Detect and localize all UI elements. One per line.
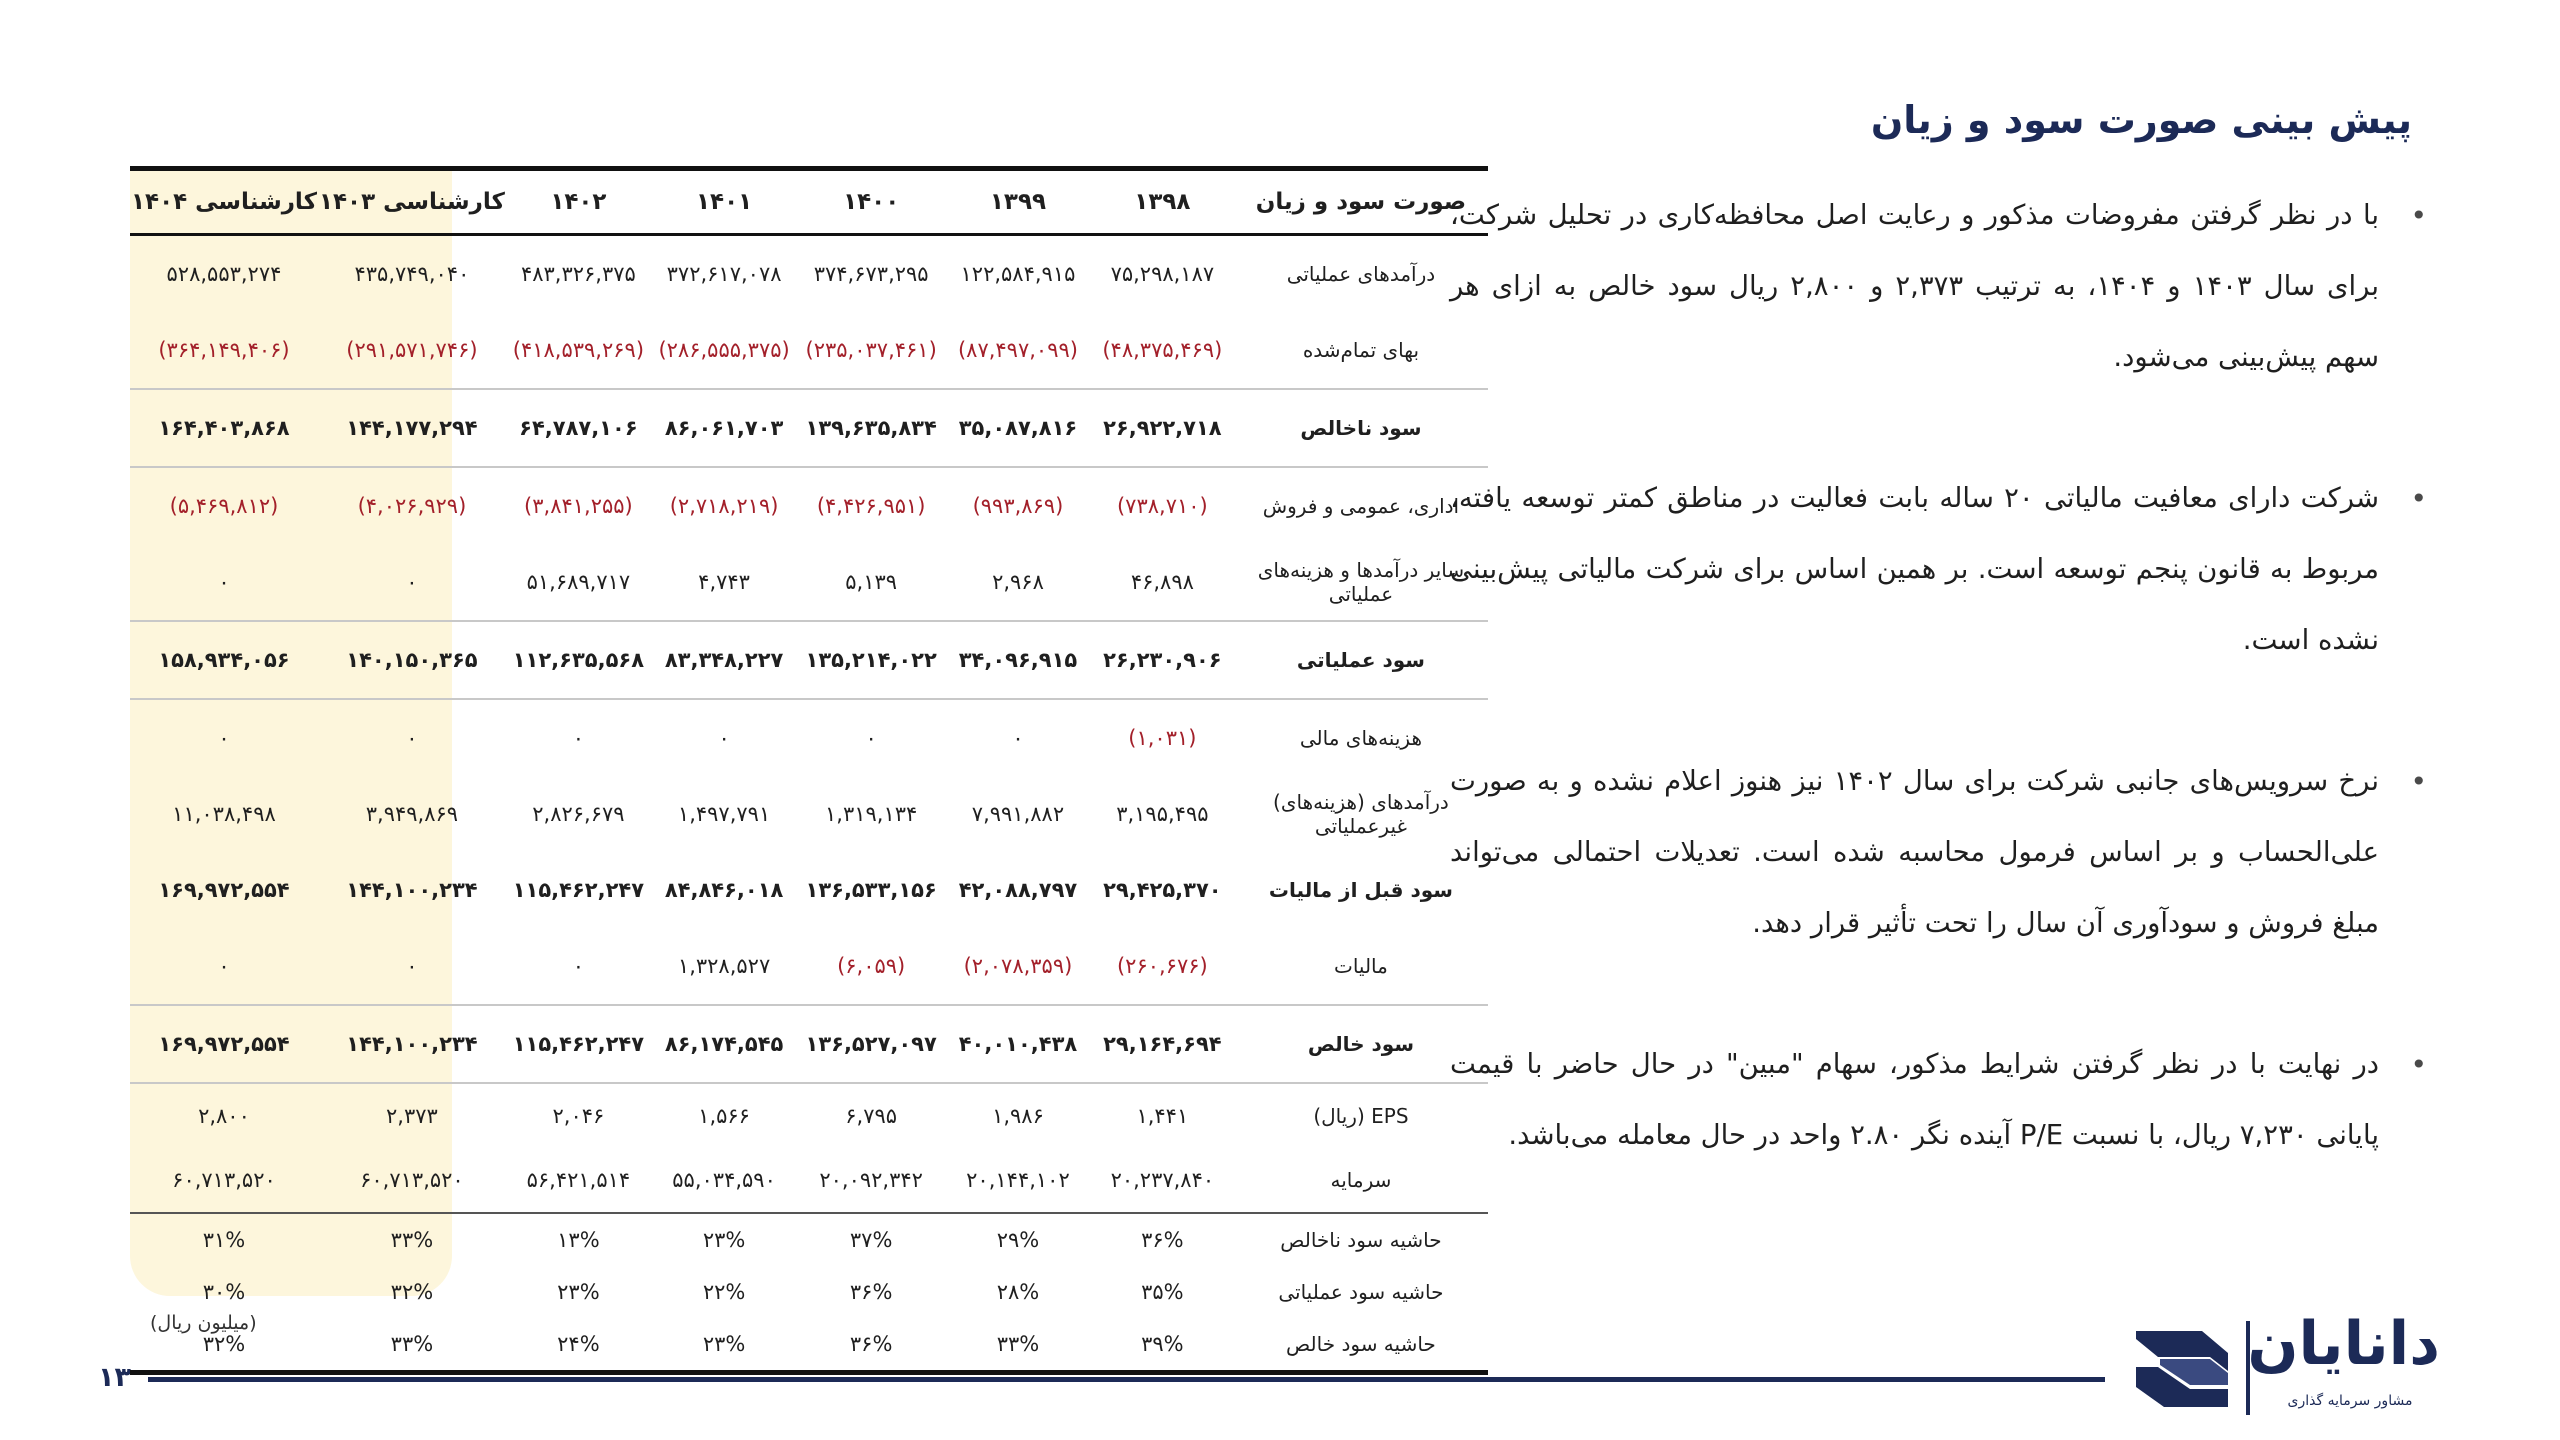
row-label: حاشیه سود عملیاتی	[1278, 1280, 1444, 1304]
table-cell: ۱۱,۰۳۸,۴۹۸	[172, 802, 276, 826]
table-cell: ۴۰,۰۱۰,۴۳۸	[945, 1005, 1091, 1083]
row-label: EPS (ریال)	[1313, 1104, 1409, 1128]
table-cell: ۲۶,۹۲۲,۷۱۸	[1091, 389, 1234, 467]
table-cell: (۳۶۴,۱۴۹,۴۰۶)	[130, 312, 318, 389]
row-label: درآمدهای عملیاتی	[1286, 262, 1436, 286]
table-row	[130, 235, 1488, 313]
row-label: سود ناخالص	[1234, 389, 1488, 467]
table-cell: ۳۳%	[390, 1332, 434, 1356]
bullet-item	[1450, 1029, 2427, 1171]
income-statement-table	[130, 166, 1488, 1375]
bullet-item	[1450, 746, 2427, 959]
table-row	[130, 699, 1488, 776]
table-cell: (۲۸۶,۵۵۵,۳۷۵)	[651, 312, 797, 389]
table-cell: ۳,۱۹۵,۴۹۵	[1116, 802, 1209, 826]
header-1399: ۱۳۹۹	[945, 169, 1091, 235]
table-cell: ۳۶%	[849, 1280, 893, 1304]
table-cell: ۱,۴۹۷,۷۹۱	[677, 802, 771, 826]
table-cell: ۰	[1012, 726, 1024, 750]
table-cell: ۱۲۲,۵۸۴,۹۱۵	[960, 262, 1076, 286]
table-cell: ۱۶۴,۴۰۳,۸۶۸	[130, 389, 318, 467]
bullet-dot-icon: •	[2410, 1048, 2427, 1081]
table-cell: ۲۹%	[996, 1228, 1040, 1252]
table-cell: (۴۸,۳۷۵,۴۶۹)	[1091, 312, 1234, 389]
table-row	[130, 1083, 1488, 1148]
table-cell: ۸۶,۰۶۱,۷۰۳	[651, 389, 797, 467]
header-label: صورت سود و زیان	[1234, 169, 1488, 235]
table-row	[130, 1005, 1488, 1083]
row-label: سایر درآمدها و هزینه‌های عملیاتی	[1234, 544, 1488, 621]
table-cell: ۷,۹۹۱,۸۸۲	[971, 802, 1065, 826]
table-cell: ۱۳۶,۵۲۷,۰۹۷	[797, 1005, 945, 1083]
table-cell: ۵,۱۳۹	[797, 544, 945, 621]
table-cell: ۱۱۵,۴۶۲,۲۴۷	[512, 878, 645, 902]
row-label: بهای تمام‌شده	[1234, 312, 1488, 389]
header-1398: ۱۳۹۸	[1091, 169, 1234, 235]
table-cell: ۳۳%	[390, 1228, 434, 1252]
table-cell: ۱۱۵,۴۶۲,۲۴۷	[506, 1005, 651, 1083]
table-cell: ۲۳%	[557, 1280, 600, 1304]
table-cell: ۱۱۲,۶۳۵,۵۶۸	[506, 621, 651, 699]
company-logo	[2130, 1309, 2440, 1425]
table-cell: ۲۳%	[702, 1228, 746, 1252]
table-cell: ۰	[865, 726, 877, 750]
bullet-item	[1450, 180, 2427, 393]
table-cell: ۵۲۸,۵۵۳,۲۷۴	[166, 262, 282, 286]
table-cell: ۰	[406, 726, 418, 750]
income-statement-table-container	[130, 166, 1488, 1375]
table-cell: ۱,۳۱۹,۱۳۴	[825, 802, 918, 826]
table-row	[130, 776, 1488, 852]
table-cell: ۱,۹۸۶	[992, 1104, 1044, 1128]
row-label: هزینه‌های مالی	[1299, 726, 1422, 750]
table-cell: ۲۸%	[996, 1280, 1040, 1304]
table-cell: (۵,۴۶۹,۸۱۲)	[169, 494, 279, 518]
bullet-dot-icon: •	[2410, 765, 2427, 798]
table-cell: ۸۳,۳۴۸,۲۲۷	[651, 621, 797, 699]
table-cell: ۳۵,۰۸۷,۸۱۶	[945, 389, 1091, 467]
table-header-row	[130, 169, 1488, 235]
row-label: سود خالص	[1234, 1005, 1488, 1083]
table-cell: (۶,۰۵۹)	[797, 928, 945, 1005]
table-cell: (۲,۰۷۸,۳۵۹)	[945, 928, 1091, 1005]
table-cell: (۹۹۳,۸۶۹)	[972, 494, 1064, 518]
table-cell: (۲۹۱,۵۷۱,۷۴۶)	[318, 312, 506, 389]
table-cell: (۱,۰۳۱)	[1128, 726, 1197, 750]
table-cell: ۱۴۴,۱۰۰,۲۳۴	[346, 878, 478, 902]
table-cell: ۲۹,۴۲۵,۳۷۰	[1103, 878, 1222, 902]
header-forecast-1403: کارشناسی ۱۴۰۳	[318, 169, 506, 235]
table-cell: ۲,۳۷۳	[386, 1104, 438, 1128]
table-cell: ۱۴۰,۱۵۰,۳۶۵	[318, 621, 506, 699]
header-forecast-1404: کارشناسی ۱۴۰۴	[130, 169, 318, 235]
table-cell: ۸۴,۸۴۶,۰۱۸	[664, 878, 784, 902]
footer-divider	[148, 1377, 2105, 1382]
page-title: پیش بینی صورت سود و زیان	[1870, 98, 2412, 142]
table-cell: ۲۲%	[702, 1280, 746, 1304]
bullet-text: با در نظر گرفتن مفروضات مذکور و رعایت اصل محافظه‌کاری در تحلیل شرکت، برای سال ۱۴۰۳ و ۱۴۰۴، به ترتیب ۲,۳۷۳ و ۲,۸۰۰ ریال سود خالص به ازای هر سهم پیش‌بینی می‌شود.	[1450, 199, 2380, 373]
table-cell: ۵۶,۴۲۱,۵۱۴	[506, 1148, 651, 1213]
table-cell: ۰	[718, 726, 730, 750]
table-cell: ۳۰%	[202, 1280, 246, 1304]
table-cell: ۲۰,۲۳۷,۸۴۰	[1091, 1148, 1234, 1213]
logo-tagline: مشاور سرمایه گذاری	[2287, 1393, 2413, 1409]
table-row	[130, 928, 1488, 1005]
table-cell: ۳۶%	[1141, 1228, 1184, 1252]
table-cell: ۰	[318, 928, 506, 1005]
table-cell: ۴۸۳,۳۲۶,۳۷۵	[520, 262, 636, 286]
table-cell: ۵۵,۰۳۴,۵۹۰	[651, 1148, 797, 1213]
table-cell: ۱,۵۶۶	[698, 1104, 750, 1128]
table-cell: ۳۹%	[1141, 1332, 1184, 1356]
table-cell: ۳۱%	[202, 1228, 246, 1252]
table-cell: ۳۷۲,۶۱۷,۰۷۸	[666, 262, 782, 286]
table-cell: (۳,۸۴۱,۲۵۵)	[524, 494, 633, 518]
table-row	[130, 1266, 1488, 1318]
table-cell: (۴,۰۲۶,۹۲۹)	[357, 494, 467, 518]
table-cell: ۰	[130, 544, 318, 621]
table-cell: ۲۶,۲۳۰,۹۰۶	[1091, 621, 1234, 699]
bullet-text: در نهایت با در نظر گرفتن شرایط مذکور، سهام "مبین" در حال حاضر با قیمت پایانی ۷,۲۳۰ ریال، با نسبت P/E آینده نگر ۲.۸۰ واحد در حال معامله می‌باشد.	[1450, 1048, 2379, 1151]
table-cell: ۳,۹۴۹,۸۶۹	[365, 802, 459, 826]
bullet-text: نرخ سرویس‌های جانبی شرکت برای سال ۱۴۰۲ نیز هنوز اعلام نشده و به صورت علی‌الحساب و بر اساس فرمول محاسبه شده است. تعدیلات احتمالی می‌تواند مبلغ فروش و سودآوری آن سال را تحت تأثیر قرار دهد.	[1450, 765, 2379, 939]
table-cell: (۲۶۰,۶۷۶)	[1091, 928, 1234, 1005]
unit-note: (میلیون ریال)	[150, 1312, 257, 1334]
table-row	[130, 312, 1488, 389]
table-cell: ۷۵,۲۹۸,۱۸۷	[1110, 262, 1215, 286]
page-number: ۱۳	[98, 1362, 131, 1393]
table-cell: ۴,۷۴۳	[651, 544, 797, 621]
table-cell: ۰	[318, 544, 506, 621]
table-cell: ۶,۷۹۵	[845, 1104, 898, 1128]
table-cell: ۱۶۹,۹۷۲,۵۵۴	[158, 878, 290, 902]
table-cell: (۲,۷۱۸,۲۱۹)	[669, 494, 779, 518]
row-label: اداری، عمومی و فروش	[1262, 494, 1460, 518]
table-cell: (۴,۴۲۶,۹۵۱)	[816, 494, 926, 518]
table-row	[130, 467, 1488, 544]
table-cell: ۲,۰۴۶	[552, 1104, 605, 1128]
table-row	[130, 1148, 1488, 1213]
table-cell: ۲,۹۶۸	[945, 544, 1091, 621]
row-label: سرمایه	[1234, 1148, 1488, 1213]
bullet-dot-icon: •	[2410, 199, 2427, 232]
table-cell: ۳۷%	[849, 1228, 893, 1252]
table-cell: ۱۳۵,۲۱۴,۰۲۲	[797, 621, 945, 699]
table-cell: ۴۳۵,۷۴۹,۰۴۰	[354, 262, 470, 286]
bullet-list	[1450, 180, 2427, 1241]
table-cell: ۱,۴۴۱	[1136, 1104, 1189, 1128]
row-label: مالیات	[1234, 928, 1488, 1005]
table-cell: (۴۱۸,۵۳۹,۲۶۹)	[506, 312, 651, 389]
header-1400: ۱۴۰۰	[797, 169, 945, 235]
table-cell: ۲,۸۲۶,۶۷۹	[532, 802, 625, 826]
table-row	[130, 621, 1488, 699]
table-row	[130, 544, 1488, 621]
table-cell: ۱,۳۲۸,۵۲۷	[651, 928, 797, 1005]
table-cell: ۰	[572, 726, 585, 750]
table-cell: ۶۴,۷۸۷,۱۰۶	[506, 389, 651, 467]
table-cell: ۱۴۴,۱۷۷,۲۹۴	[318, 389, 506, 467]
table-cell: ۲۳%	[702, 1332, 746, 1356]
table-cell: ۱۳۶,۵۳۳,۱۵۶	[805, 878, 937, 902]
table-cell: ۴۲,۰۸۸,۷۹۷	[958, 878, 1078, 902]
table-cell: (۷۳۸,۷۱۰)	[1116, 494, 1208, 518]
table-row	[130, 389, 1488, 467]
table-cell: ۲۰,۱۴۴,۱۰۲	[945, 1148, 1091, 1213]
table-cell: ۲,۸۰۰	[198, 1104, 250, 1128]
table-cell: ۲۴%	[557, 1332, 600, 1356]
table-cell: ۳۳%	[996, 1332, 1040, 1356]
table-cell: ۳۲%	[202, 1332, 246, 1356]
table-cell: ۶۰,۷۱۳,۵۲۰	[130, 1148, 318, 1213]
header-1402: ۱۴۰۲	[506, 169, 651, 235]
table-cell: ۳۴,۰۹۶,۹۱۵	[945, 621, 1091, 699]
table-row	[130, 1318, 1488, 1373]
header-1401: ۱۴۰۱	[651, 169, 797, 235]
table-cell: (۸۷,۴۹۷,۰۹۹)	[945, 312, 1091, 389]
table-cell: ۱۵۸,۹۳۴,۰۵۶	[130, 621, 318, 699]
bullet-dot-icon: •	[2410, 482, 2427, 515]
table-cell: ۰	[506, 928, 651, 1005]
row-label: سود عملیاتی	[1234, 621, 1488, 699]
table-cell: ۵۱,۶۸۹,۷۱۷	[506, 544, 651, 621]
table-row	[130, 852, 1488, 928]
row-label: حاشیه سود ناخالص	[1280, 1228, 1442, 1252]
table-cell: ۴۶,۸۹۸	[1091, 544, 1234, 621]
row-label: سود قبل از مالیات	[1268, 878, 1453, 902]
table-cell: ۱۳%	[557, 1228, 600, 1252]
danayan-logo-icon	[2130, 1321, 2234, 1417]
table-cell: ۶۰,۷۱۳,۵۲۰	[318, 1148, 506, 1213]
table-cell: ۳۷۴,۶۷۳,۲۹۵	[813, 262, 929, 286]
table-cell: ۲۹,۱۶۴,۶۹۴	[1091, 1005, 1234, 1083]
table-cell: ۳۵%	[1141, 1280, 1184, 1304]
bullet-item	[1450, 463, 2427, 676]
table-cell: ۰	[130, 928, 318, 1005]
table-cell: ۸۶,۱۷۴,۵۴۵	[651, 1005, 797, 1083]
row-label: حاشیه سود خالص	[1286, 1332, 1436, 1356]
table-cell: (۲۳۵,۰۳۷,۴۶۱)	[797, 312, 945, 389]
table-cell: ۰	[218, 726, 230, 750]
table-cell: ۲۰,۰۹۲,۳۴۲	[797, 1148, 945, 1213]
table-row	[130, 1213, 1488, 1266]
row-label: درآمدهای (هزینه‌های) غیرعملیاتی	[1273, 790, 1449, 838]
table-cell: ۳۶%	[849, 1332, 893, 1356]
logo-name: دانایان	[2247, 1309, 2440, 1379]
table-cell: ۱۳۹,۶۳۵,۸۳۴	[797, 389, 945, 467]
table-cell: ۳۲%	[390, 1280, 434, 1304]
bullet-text: شرکت دارای معافیت مالیاتی ۲۰ ساله بابت فعالیت در مناطق کمتر توسعه یافته، مربوط به قانون پنجم توسعه است. بر همین اساس برای شرکت مالیاتی پیش‌بینی نشده است.	[1450, 482, 2379, 656]
table-cell: ۱۶۹,۹۷۲,۵۵۴	[130, 1005, 318, 1083]
table-cell: ۱۴۴,۱۰۰,۲۳۴	[318, 1005, 506, 1083]
